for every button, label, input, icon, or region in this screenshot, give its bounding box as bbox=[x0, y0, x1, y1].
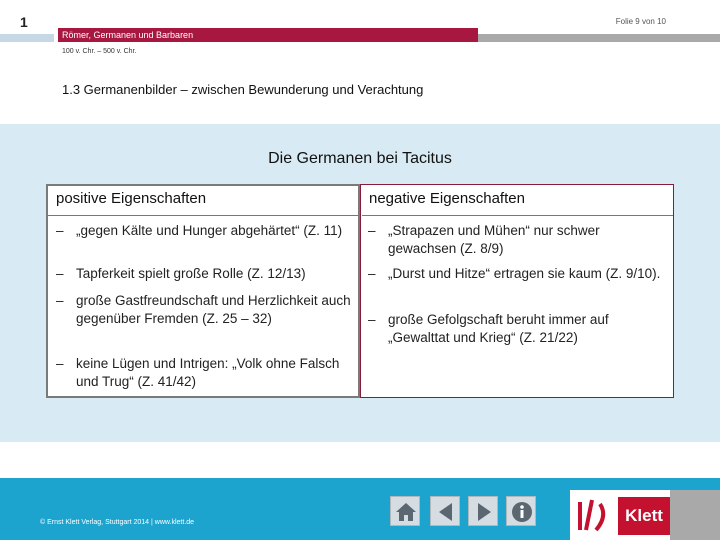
content-title: Die Germanen bei Tacitus bbox=[268, 150, 452, 167]
home-button[interactable] bbox=[390, 496, 420, 526]
bullet-dash: – bbox=[56, 293, 64, 308]
chapter-title: Römer, Germanen und Barbaren bbox=[62, 30, 194, 40]
section-title: 1.3 Germanenbilder – zwischen Bewunderung und Verachtung bbox=[62, 82, 424, 97]
positive-item-text: keine Lügen und Intrigen: „Volk ohne Falsch und Trug“ (Z. 41/42) bbox=[76, 356, 340, 389]
header-gray-bar bbox=[478, 34, 720, 42]
negative-item-text: große Gefolgschaft beruht immer auf „Gewalttat und Krieg“ (Z. 21/22) bbox=[388, 312, 609, 345]
bullet-dash: – bbox=[368, 266, 376, 281]
info-button[interactable] bbox=[506, 496, 536, 526]
header-divider bbox=[362, 215, 673, 216]
home-icon bbox=[391, 497, 421, 527]
left-accent-bar bbox=[0, 34, 54, 42]
negative-item bbox=[368, 265, 672, 283]
negative-column bbox=[360, 184, 674, 398]
forward-icon bbox=[469, 497, 499, 527]
bullet-dash: – bbox=[368, 223, 376, 238]
period-label: 100 v. Chr. – 500 v. Chr. bbox=[62, 48, 137, 55]
copyright-text: © Ernst Klett Verlag, Stuttgart 2014 | www.klett.de bbox=[40, 519, 195, 526]
positive-item bbox=[56, 355, 356, 391]
positive-header: positive Eigenschaften bbox=[56, 190, 207, 207]
positive-item bbox=[56, 292, 356, 328]
negative-item-text: „Strapazen und Mühen“ nur schwer gewachsen (Z. 8/9) bbox=[388, 223, 600, 256]
negative-item-text: „Durst und Hitze“ ertragen sie kaum (Z. 9/10). bbox=[388, 266, 661, 281]
negative-item bbox=[368, 311, 670, 347]
positive-item bbox=[56, 222, 356, 240]
positive-item-text: Tapferkeit spielt große Rolle (Z. 12/13) bbox=[76, 266, 306, 281]
info-icon bbox=[507, 497, 537, 527]
forward-button[interactable] bbox=[468, 496, 498, 526]
negative-header: negative Eigenschaften bbox=[369, 190, 525, 207]
klett-logo-mark-icon bbox=[570, 490, 618, 540]
bullet-dash: – bbox=[368, 312, 376, 327]
bullet-dash: – bbox=[56, 266, 64, 281]
header-divider bbox=[48, 215, 360, 216]
positive-item-text: große Gastfreundschaft und Herzlichkeit auch gegenüber Fremden (Z. 25 – 32) bbox=[76, 293, 351, 326]
klett-logo-text: Klett bbox=[618, 497, 670, 535]
footer-gray-block bbox=[670, 490, 720, 540]
positive-item-text: „gegen Kälte und Hunger abgehärtet“ (Z. 11) bbox=[76, 223, 343, 238]
positive-item bbox=[56, 265, 360, 283]
back-button[interactable] bbox=[430, 496, 460, 526]
bullet-dash: – bbox=[56, 356, 64, 371]
slide-count: Folie 9 von 10 bbox=[615, 17, 666, 26]
bullet-dash: – bbox=[56, 223, 64, 238]
slide-number: 1 bbox=[20, 14, 28, 30]
negative-item bbox=[368, 222, 670, 258]
back-icon bbox=[431, 497, 461, 527]
